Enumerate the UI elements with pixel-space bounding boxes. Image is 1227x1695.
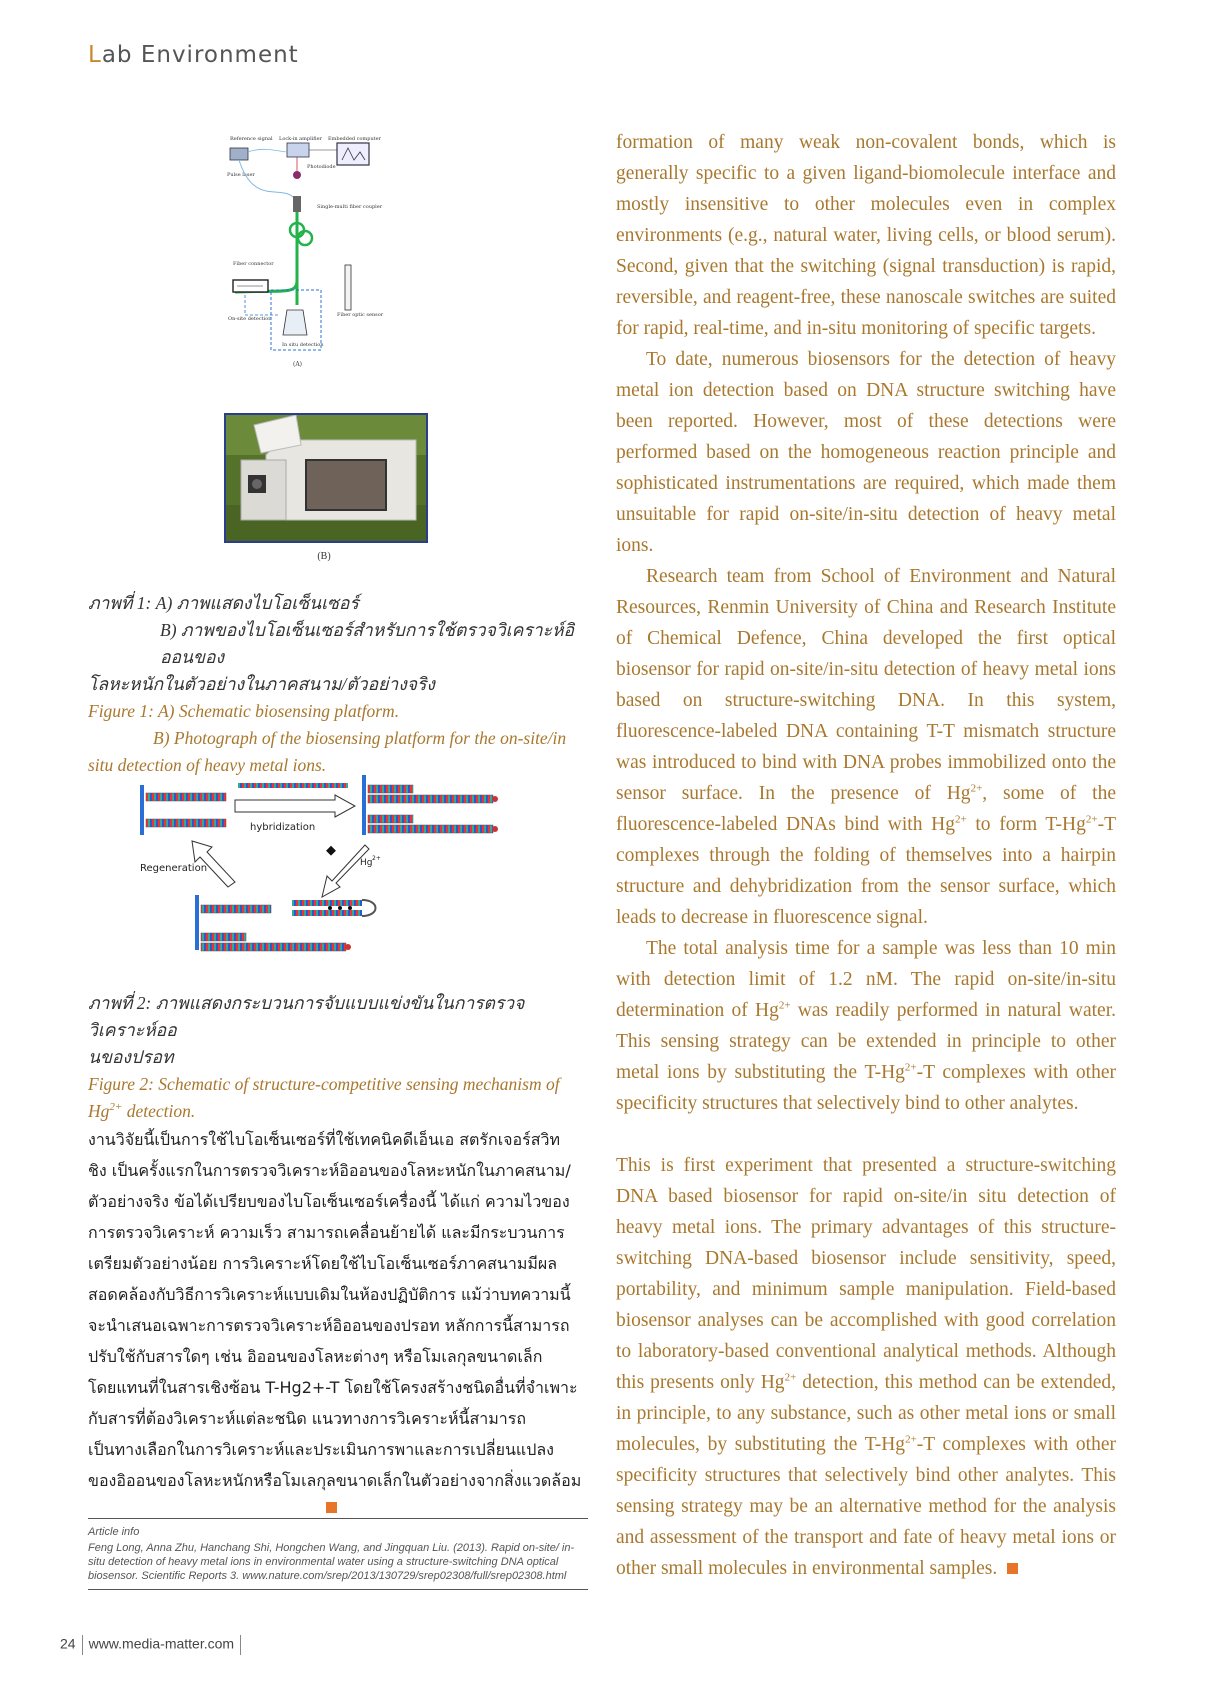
caption1-en-line1: Figure 1: A) Schematic biosensing platform. xyxy=(88,701,400,721)
hybridization-label: hybridization xyxy=(250,822,316,833)
thai-summary-paragraph xyxy=(88,1124,588,1496)
fig1-label-sensor: Fiber optic sensor xyxy=(337,312,384,318)
thai-line: ของอิออนของโลหะหนักหรือโมเลกุลขนาดเล็กในตัวอย่างจากสิ่งแวดล้อม xyxy=(88,1471,582,1490)
section-header xyxy=(88,42,299,68)
thai-line: งานวิจัยนี้เป็นการใช้ไบโอเซ็นเซอร์ที่ใช้เทคนิคดีเอ็นเอ สตรักเจอร์สวิท xyxy=(88,1130,561,1149)
paragraph-1: formation of many weak non-covalent bonds, which is generally specific to a given ligand-biomolecule interface and mostly insensitive to other molecules even in complex environments (e.g., natural water, living cells, or blood serum). Second, given that the switching (signal transduction) is rapid, reversible, and reagent-free, these nanoscale switches are suited for rapid, real-time, and in-situ monitoring of specific targets. xyxy=(616,132,1116,339)
caption1-thai-line2: B) ภาพของไบโอเซ็นเซอร์สำหรับการใช้ตรวจวิเคราะห์อิออนของ xyxy=(160,620,575,667)
photodiode xyxy=(293,171,301,179)
regeneration-label: Regeneration xyxy=(140,863,208,874)
figure1-schematic xyxy=(225,130,430,400)
fig1-sub-a: (A) xyxy=(293,361,303,368)
article-end-mark xyxy=(1007,1563,1018,1574)
paragraph-3: Research team from School of Environment and Natural Resources, Renmin University of China and Research Institute of Chemical Defence, China developed the first optical biosensor for rapid on-site/in-situ detection of heavy metal ions based on structure-switching DNA. In this system, fluorescence-labeled DNA containing T-T mismatch structure was introduced to bind with DNA probes immobilized onto the sensor surface. In the presence of $Hg^{2+}$, some of the fluorescence-labeled DNAs bind with $Hg^{2+}$ to form $T-Hg^{2+}-T$ complexes through the folding of themselves into a hairpin structure and dehybridization from the sensor surface, which leads to decrease in fluorescence signal. xyxy=(616,566,1116,928)
article-info-title: Article info xyxy=(88,1526,140,1538)
thai-line: ตัวอย่างจริง ข้อได้เปรียบของไบโอเซ็นเซอร์เครื่องนี้ ได้แก่ ความไวของ xyxy=(88,1192,570,1211)
paragraph-4: The total analysis time for a sample was less than 10 min with detection limit of 1.2 nM. The rapid on-site/in-situ determination of $Hg^{2+}$ was readily performed in natural water. This sensing strategy can be extended in principle to other metal ions by substituting the $T-Hg^{2+}-T$ complexes with other specificity structures that selectively bind to other analytes. xyxy=(616,938,1116,1114)
caption1-en-line2: B) Photograph of the biosensing platform for the on-site/in xyxy=(153,728,567,748)
english-body-column xyxy=(616,127,1116,1584)
thai-line: โดยแทนที่ในสารเชิงซ้อน T-Hg2+-T โดยใช้โครงสร้างชนิดอื่นที่จำเพาะ xyxy=(88,1378,578,1397)
thai-end-mark xyxy=(326,1500,337,1518)
paragraph-2: To date, numerous biosensors for the detection of heavy metal ion detection based on DNA structure switching have been reported. However, most of these detections were performed based on the homogeneous reaction principle and sophisticated instrumentations are required, which made them unsuitable for rapid on-site/in-situ detection of heavy metal ions. xyxy=(616,349,1116,556)
page-number: 24 xyxy=(60,1635,76,1652)
footer-website-link[interactable]: www.media-matter.com xyxy=(88,1635,235,1652)
thai-line: กับสารที่ต้องวิเคราะห์แต่ละชนิด แนวทางการวิเคราะห์นี้สามารถ xyxy=(88,1409,527,1428)
svg-text:2+: 2+ xyxy=(372,855,381,862)
thai-line: จะนำเสนอเฉพาะการตรวจวิเคราะห์อิออนของปรอท หลักการนี้สามารถ xyxy=(88,1316,570,1335)
fig1-label-pulse-laser: Pulse laser xyxy=(227,172,255,178)
caption2-en-line2: $Hg^{2+}$ detection. xyxy=(88,1101,196,1121)
computer-box xyxy=(337,143,369,165)
caption2-en-line1: Figure 2: Schematic of structure-competitive sensing mechanism of xyxy=(88,1074,560,1094)
caption1-en-line3: situ detection of heavy metal ions. xyxy=(88,755,327,775)
caption1-thai-line1: ภาพที่ 1: A) ภาพแสดงไบโอเซ็นเซอร์ xyxy=(88,593,359,613)
thai-line: เป็นทางเลือกในการวิเคราะห์และประเมินการพาและการเปลี่ยนแปลง xyxy=(88,1440,554,1459)
caption2-thai-line1: ภาพที่ 2: ภาพแสดงกระบวนการจับแบบแข่งขันในการตรวจวิเคราะห์ออ xyxy=(88,993,525,1040)
thai-line: ชิง เป็นครั้งแรกในการตรวจวิเคราะห์อิออนของโลหะหนักในภาคสนาม/ xyxy=(88,1161,571,1180)
header-accent-letter: L xyxy=(88,42,102,68)
article-citation: Feng Long, Anna Zhu, Hanchang Shi, Hongchen Wang, and Jingquan Liu. (2013). Rapid on-site/ in-situ detection of heavy metal ions in environmental water using a structure-switching DNA optical biosensor. Scientific Reports 3. www.nature.com/srep/2013/130729/srep02308/full/srep02308.html xyxy=(88,1542,575,1582)
page-footer xyxy=(60,1635,247,1655)
lockin-amplifier-box xyxy=(287,143,309,157)
fig1-label-fiber-connector: Fiber connector xyxy=(233,261,274,267)
thai-line: สอดคล้องกับวิธีการวิเคราะห์แบบเดิมในห้องปฏิบัติการ แม้ว่าบทความนี้ xyxy=(88,1285,571,1304)
figure1-caption xyxy=(88,590,590,779)
caption1-thai-line3: โลหะหนักในตัวอย่างในภาคสนาม/ตัวอย่างจริง xyxy=(88,674,435,694)
pulse-laser-box xyxy=(230,148,248,160)
fig1-label-insitu: In situ detection xyxy=(282,342,324,348)
fiber-coupler xyxy=(293,196,301,212)
fig1-label-computer: Embedded computer xyxy=(328,136,382,142)
fig1-label-coupler: Single-multi fiber coupler xyxy=(317,204,383,210)
fig1-sub-b: (B) xyxy=(317,551,331,562)
biosensor-photograph xyxy=(224,413,428,543)
header-title: ab Environment xyxy=(101,42,299,68)
figure2-caption xyxy=(88,990,590,1125)
fig1-label-ref-signal: Reference signal xyxy=(230,136,273,142)
fig1-label-onsite: On-site detection xyxy=(228,316,272,322)
caption2-thai-line2: นของปรอท xyxy=(88,1047,174,1067)
thai-line: ปรับใช้กับสารใดๆ เช่น อิออนของโลหะต่างๆ หรือโมเลกุลขนาดเล็ก xyxy=(88,1347,543,1366)
fiber-optic-sensor xyxy=(345,265,351,310)
article-info-box xyxy=(88,1518,588,1590)
thai-line: การตรวจวิเคราะห์ ความเร็ว สามารถเคลื่อนย้ายได้ และมีกระบวนการ xyxy=(88,1223,565,1242)
thai-line: เตรียมตัวอย่างน้อย การวิเคราะห์โดยใช้ไบโอเซ็นเซอร์ภาคสนามมีผล xyxy=(88,1254,558,1273)
fig1-label-photodiode: Photodiode xyxy=(307,164,336,170)
paragraph-5: This is first experiment that presented a structure-switching DNA based biosensor for rapid on-site/in situ detection of heavy metal ions. The primary advantages of this structure-switching DNA-based biosensor include sensitivity, speed, portability, and minimum sample manipulation. Field-based biosensor analyses can be accomplished with good correlation to laboratory-based conventional analytical methods. Although this presents only $Hg^{2+}$ detection, this method can be extended, in principle, to any substance, such as other metal ions or small molecules, by substituting the $T-Hg^{2+}-T$ complexes with other specificity structures that selectively bind other analytes. This sensing strategy may be an alternative method for the analysis and assessment of the transport and fate of heavy metal ions or other small molecules in environmental samples. xyxy=(616,1155,1116,1579)
figure2-mechanism-diagram xyxy=(140,775,550,965)
hg-label: Hg xyxy=(360,858,373,868)
fig1-label-lockin: Lock-in amplifier xyxy=(279,136,322,142)
